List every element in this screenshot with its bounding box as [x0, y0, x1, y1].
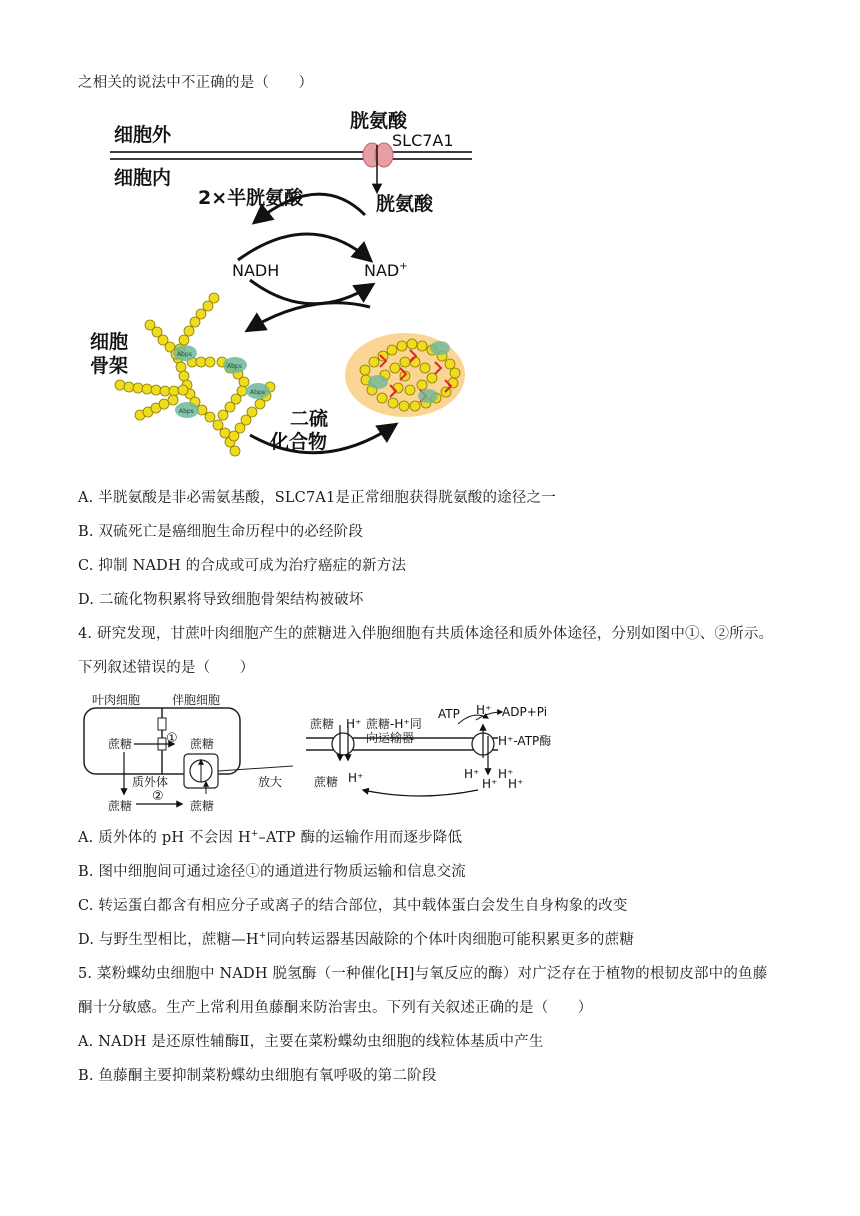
label-apoplast: 质外体 [132, 775, 169, 789]
q5-stem-line2: 酮十分敏感。生产上常利用鱼藤酮来防治害虫。下列有关叙述正确的是（ ） [78, 1000, 593, 1016]
q5-option-b: B. 鱼藤酮主要抑制菜粉蝶幼虫细胞有氧呼吸的第二阶段 [78, 1068, 437, 1084]
label-h-plus-3: H⁺ [348, 771, 364, 785]
label-sucrose-3: 蔗糖 [108, 799, 133, 813]
q4-option-c: C. 转运蛋白都含有相应分子或离子的结合部位，其中载体蛋白会发生自身构象的改变 [78, 898, 628, 914]
q4-option-a: A. 质外体的 pH 不会因 H+–ATP 酶的运输作用而逐步降低 [78, 829, 463, 846]
collapsed-cytoskeleton [345, 333, 465, 417]
q4-stem-line1: 4. 研究发现，甘蔗叶肉细胞产生的蔗糖进入伴胞细胞有共质体途径和质外体途径，分别如图中①、②所示。 [78, 626, 774, 642]
svg-text:Abps: Abps [177, 351, 192, 358]
q5-option-a: A. NADH 是还原性辅酶Ⅱ，主要在菜粉蝶幼虫细胞的线粒体基质中产生 [78, 1034, 544, 1050]
label-circle2: ② [152, 789, 164, 804]
q3-option-c: C. 抑制 NADH 的合成或可成为治疗癌症的新方法 [78, 558, 407, 574]
label-nadh: NADH [232, 261, 280, 280]
q4-option-d: D. 与野生型相比，蔗糖—H+同向转运器基因敲除的个体叶肉细胞可能积累更多的蔗糖 [78, 931, 635, 948]
disulfidptosis-figure [80, 100, 500, 470]
label-companion: 伴胞细胞 [172, 693, 221, 707]
label-symporter-2: 向运输器 [366, 731, 415, 745]
label-circle1: ① [166, 731, 178, 746]
label-atpase: H⁺-ATP酶 [498, 734, 552, 748]
label-sucrose-6: 蔗糖 [314, 775, 339, 789]
label-atp: ATP [438, 707, 460, 721]
label-disulfide-1: 二硫 [290, 408, 329, 430]
label-sucrose-4: 蔗糖 [190, 799, 215, 813]
cytoskeleton-chain [115, 293, 275, 456]
q3-stem-tail: 之相关的说法中不正确的是（ ） [78, 75, 314, 91]
label-skeleton-1: 细胞 [90, 331, 129, 353]
label-h-plus-4: H⁺ [464, 767, 480, 781]
label-cysteine: 2×半胱氨酸 [198, 187, 304, 209]
label-sucrose-2: 蔗糖 [190, 737, 215, 751]
label-h-plus-2: H⁺ [476, 703, 492, 717]
q5-stem-line1: 5. 菜粉蝶幼虫细胞中 NADH 脱氢酶（一种催化[H]与氧反应的酶）对广泛存在于植物的根韧皮部中的鱼藤 [78, 966, 768, 982]
label-slc7a1: SLC7A1 [392, 131, 454, 150]
label-h-plus-5: H⁺ [498, 767, 514, 781]
sucrose-transport-figure [78, 690, 558, 818]
label-symporter-1: 蔗糖-H⁺同 [366, 717, 422, 731]
label-h-plus-7: H⁺ [508, 777, 524, 791]
label-outside: 细胞外 [114, 124, 172, 146]
q3-option-a: A. 半胱氨酸是非必需氨基酸，SLC7A1是正常细胞获得胱氨酸的途径之一 [78, 490, 556, 506]
svg-text:Abps: Abps [250, 389, 265, 396]
label-mesophyll: 叶肉细胞 [92, 693, 141, 707]
label-nad: NAD+ [364, 261, 408, 280]
label-h-plus-6: H⁺ [482, 777, 498, 791]
label-cystine-top: 胱氨酸 [350, 110, 408, 132]
label-cystine-in: 胱氨酸 [376, 193, 434, 215]
label-inside: 细胞内 [114, 167, 172, 189]
svg-text:Abps: Abps [227, 363, 242, 370]
q3-option-b: B. 双硫死亡是癌细胞生命历程中的必经阶段 [78, 524, 364, 540]
label-disulfide-2: 化合物 [270, 431, 328, 453]
svg-text:Abps: Abps [179, 408, 194, 415]
q3-option-d: D. 二硫化物积累将导致细胞骨架结构被破坏 [78, 592, 364, 608]
q4-option-b: B. 图中细胞间可通过途径①的通道进行物质运输和信息交流 [78, 864, 466, 880]
label-skeleton-2: 骨架 [90, 355, 129, 377]
label-enlarge: 放大 [258, 775, 283, 789]
label-sucrose-1: 蔗糖 [108, 737, 133, 751]
q4-stem-line2: 下列叙述错误的是（ ） [78, 660, 255, 676]
label-sucrose-5: 蔗糖 [310, 717, 335, 731]
label-h-plus-1: H⁺ [346, 717, 362, 731]
label-adp: ADP+Pi [502, 705, 548, 719]
